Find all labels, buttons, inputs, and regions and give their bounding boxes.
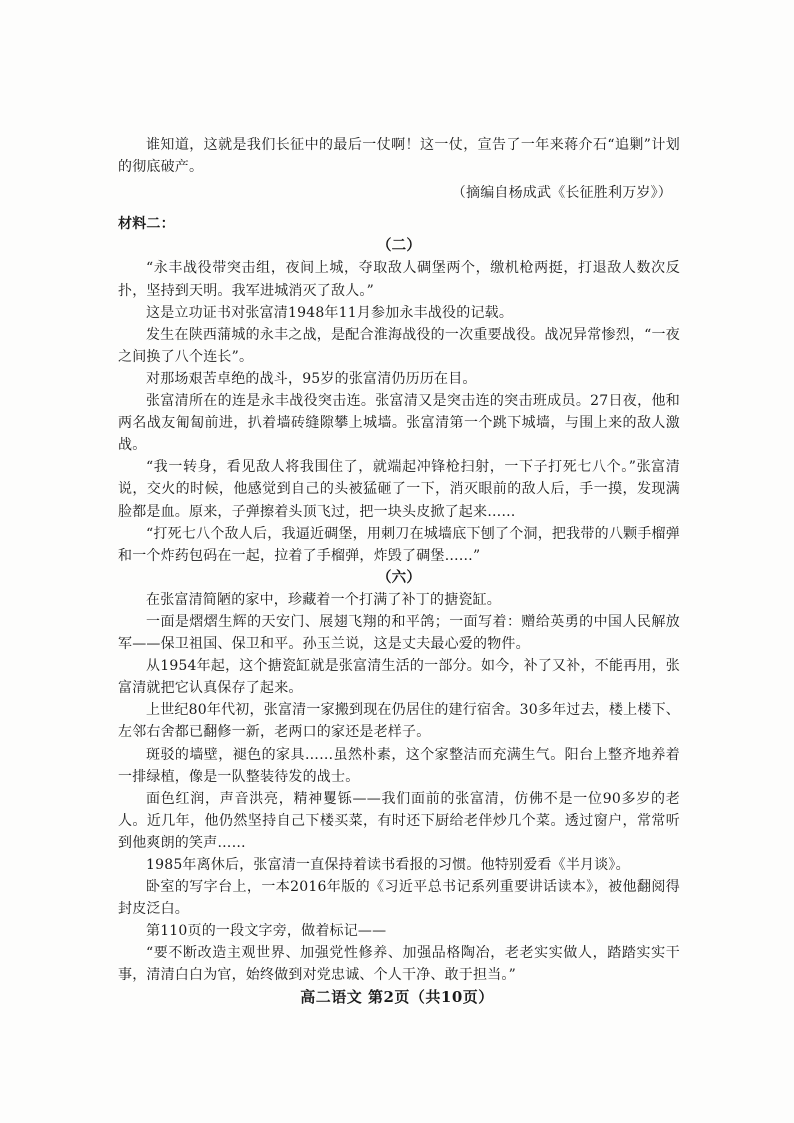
intro-paragraph: 谁知道，这就是我们长征中的最后一仗啊！这一仗，宣告了一年来蒋介石“追剿”计划的彻底破产。 [118,137,680,176]
paragraph: 上世纪80年代初，张富清一家搬到现在仍居住的建行宿舍。30多年过去，楼上楼下、左邻右舍都已翻修一新，老两口的家还是老样子。 [118,702,680,741]
paragraph: 斑驳的墙壁，褪色的家具……虽然朴素，这个家整洁而充满生气。阳台上整齐地养着一排绿植，像是一队整装待发的战士。 [118,746,680,785]
paragraph: 1985年离休后，张富清一直保持着读书看报的习惯。他特别爱看《半月谈》。 [146,857,630,873]
paragraph: 对那场艰苦卓绝的战斗，95岁的张富清仍历历在目。 [146,370,477,387]
paragraph: “我一转身，看见敌人将我围住了，就端起冲锋枪扫射，一下子打死七八个。”张富清说，交火的时候，他感觉到自己的头被猛砸了一下，消灭眼前的敌人后，手一摸，发现满脸都是血。原来，子弹擦着头顶飞过，把一块头皮掀了起来…… [118,459,680,520]
material-label: 材料二： [118,216,175,233]
paragraph: 从1954年起，这个搪瓷缸就是张富清生活的一部分。如今，补了又补，不能再用，张富清就把它认真保存了起来。 [118,658,680,697]
paragraph: 面色红润，声音洪亮，精神矍铄——我们面前的张富清，仿佛不是一位90多岁的老人。近几年，他仍然坚持自己下楼买菜，有时还下厨给老伴炒几个菜。透过窗户，常常听到他爽朗的笑声…… [118,790,680,851]
section-title-two: （二） [376,237,422,255]
page-footer: 高二语文 第2页（共10页） [300,988,494,1006]
section-title-six: （六） [376,568,422,586]
paragraph: 卧室的写字台上，一本2016年版的《习近平总书记系列重要讲话读本》，被他翻阅得封皮泛白。 [118,879,680,918]
page-content [118,134,680,987]
paragraph: 张富清所在的连是永丰战役突击连。张富清又是突击连的突击班成员。27日夜，他和两名战友匍匐前进，扒着墙砖缝隙攀上城墙。张富清第一个跳下城墙，与围上来的敌人激战。 [118,393,680,454]
paragraph: “永丰战役带突击组，夜间上城，夺取敌人碉堡两个，缴机枪两挺，打退敌人数次反扑，坚持到天明。我军进城消灭了敌人。” [118,260,680,299]
source-note: （摘编自杨成武《长征胜利万岁》） [451,185,672,202]
paragraph: “要不断改造主观世界、加强党性修养、加强品格陶冶，老老实实做人，踏踏实实干事，清清白白为官，始终做到对党忠诚、个人干净、敢于担当。” [118,945,680,984]
paragraph: “打死七八个敌人后，我逼近碉堡，用刺刀在城墙底下刨了个洞，把我带的八颗手榴弹和一个炸药包码在一起，拉着了手榴弹，炸毁了碉堡……” [118,525,680,564]
paragraph: 发生在陕西蒲城的永丰之战，是配合淮海战役的一次重要战役。战况异常惨烈，“一夜之间换了八个连长”。 [118,326,680,365]
paragraph: 在张富清简陋的家中，珍藏着一个打满了补丁的搪瓷缸。 [146,591,501,608]
paragraph: 第110页的一段文字旁，做着标记—— [146,923,387,940]
paragraph: 一面是熠熠生辉的天安门、展翅飞翔的和平鸽；一面写着：赠给英勇的中国人民解放军——保卫祖国、保卫和平。孙玉兰说，这是丈夫最心爱的物件。 [118,613,680,653]
paragraph: 这是立功证书对张富清1948年11月参加永丰战役的记载。 [146,304,514,321]
